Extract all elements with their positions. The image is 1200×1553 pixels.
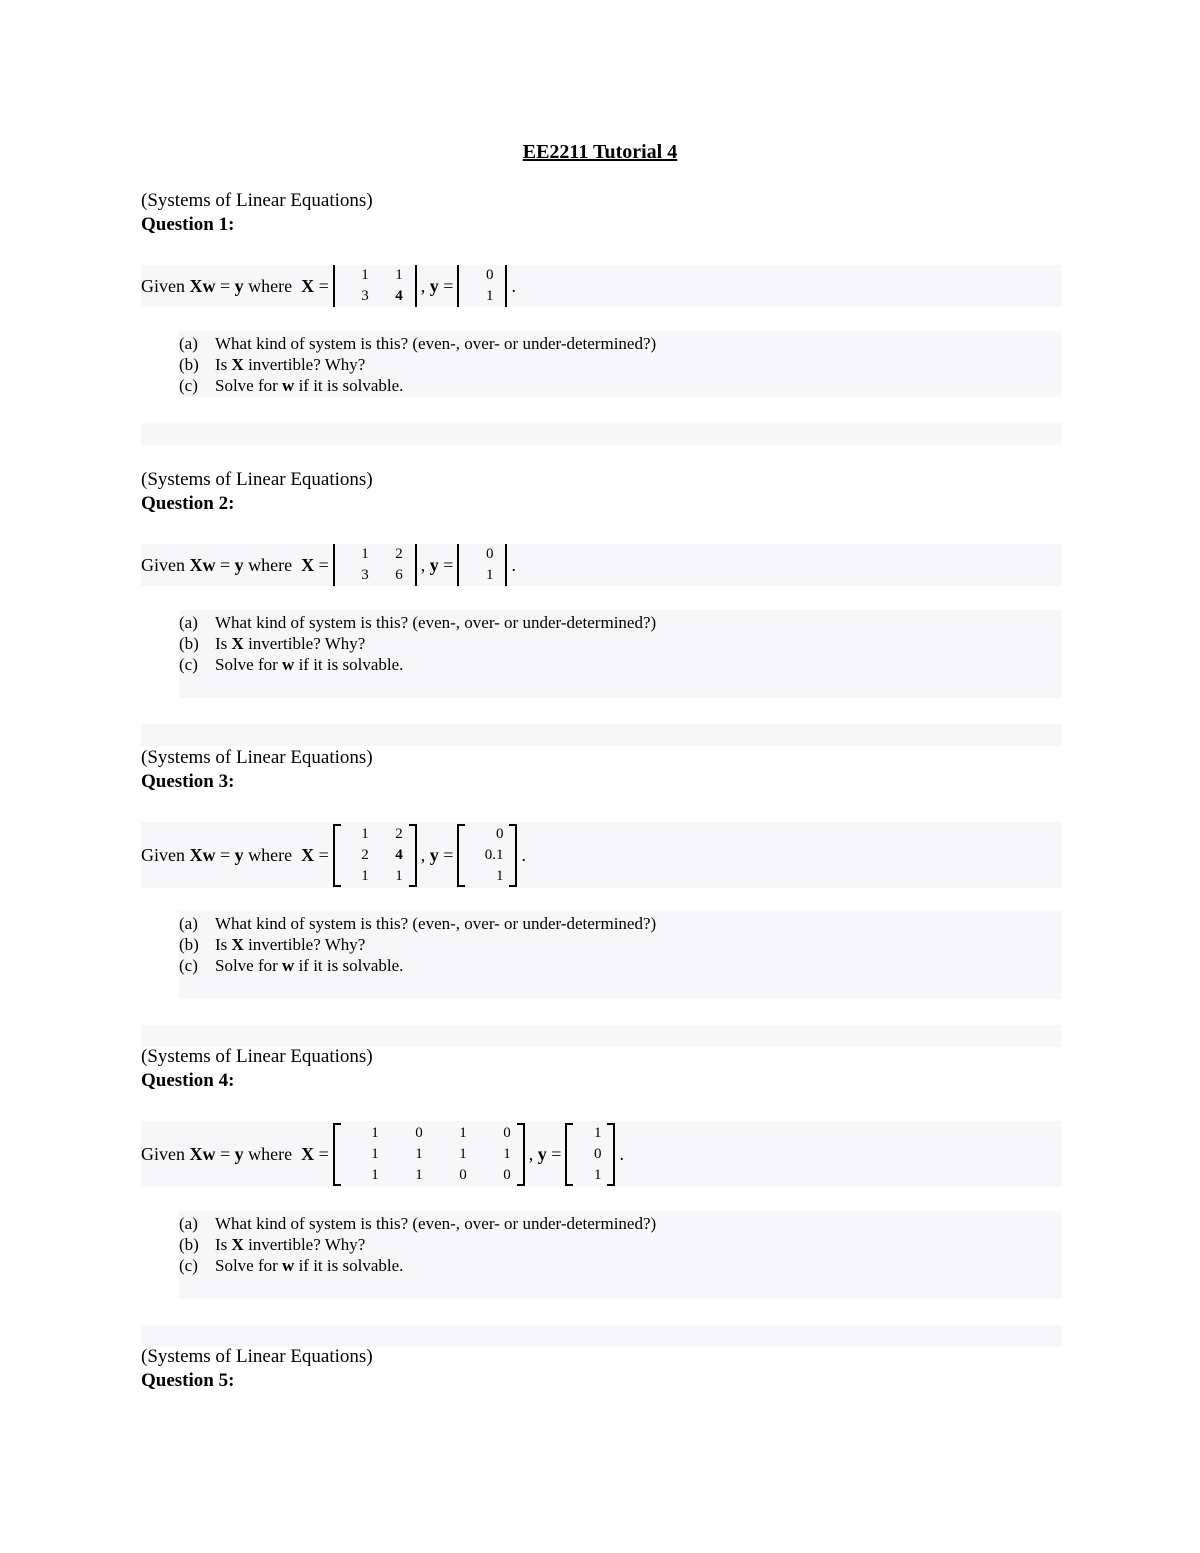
part-c-post: if it is solvable. bbox=[298, 655, 404, 674]
part-c-label: (c) bbox=[179, 376, 198, 395]
matrix-cell: 2 bbox=[361, 846, 369, 863]
question-2-parts bbox=[179, 610, 1062, 698]
comma: , bbox=[420, 275, 426, 296]
question-2-section bbox=[141, 468, 1062, 674]
question-4-section bbox=[141, 1045, 1062, 1275]
part-c-pre: Solve for bbox=[215, 655, 278, 674]
question-2-equation bbox=[141, 544, 1062, 586]
document-title: EE2211 Tutorial 4 bbox=[522, 141, 678, 163]
matrix-cell: 1 bbox=[459, 1124, 467, 1141]
vector-cell: 1 bbox=[495, 867, 504, 884]
question-3-heading: Question 3: bbox=[141, 771, 235, 792]
part-a-text: What kind of system is this? (even-, over- or under-determined?) bbox=[215, 334, 657, 353]
given-word: Given bbox=[141, 554, 185, 575]
question-3-equation bbox=[141, 822, 1062, 888]
where-word: where bbox=[248, 844, 293, 865]
matrix-cell: 1 bbox=[371, 1166, 379, 1183]
part-b-post: invertible? Why? bbox=[248, 355, 366, 374]
part-b bbox=[179, 934, 1062, 955]
question-4-topic: (Systems of Linear Equations) bbox=[141, 1046, 373, 1067]
matrix-cell: 1 bbox=[395, 867, 403, 884]
part-b-label: (b) bbox=[179, 935, 199, 954]
part-a-label: (a) bbox=[179, 914, 198, 933]
vector-cell: 0 bbox=[495, 825, 504, 842]
y-symbol: y bbox=[429, 554, 439, 575]
part-b-label: (b) bbox=[179, 634, 199, 653]
matrix-x bbox=[333, 544, 417, 586]
period: . bbox=[511, 554, 516, 575]
part-c-bold: w bbox=[282, 956, 295, 975]
part-b-pre: Is bbox=[215, 935, 228, 954]
equals-sign: = bbox=[443, 554, 454, 575]
matrix-cell: 1 bbox=[395, 267, 403, 283]
vector-cell: 1 bbox=[593, 1124, 602, 1141]
part-c-bold: w bbox=[282, 1256, 295, 1275]
part-c-post: if it is solvable. bbox=[298, 1256, 404, 1275]
part-c bbox=[179, 654, 1062, 675]
part-a-text: What kind of system is this? (even-, over- or under-determined?) bbox=[215, 1214, 657, 1233]
vector-cell: 0 bbox=[485, 267, 494, 283]
xw-symbol: Xw bbox=[189, 844, 216, 865]
part-c-pre: Solve for bbox=[215, 376, 278, 395]
matrix-cell: 0 bbox=[459, 1166, 467, 1183]
matrix-x bbox=[333, 265, 417, 307]
question-5-heading: Question 5: bbox=[141, 1370, 235, 1391]
x-symbol: X bbox=[301, 1143, 315, 1164]
period: . bbox=[511, 275, 516, 296]
where-word: where bbox=[248, 1143, 293, 1164]
part-b bbox=[179, 633, 1062, 654]
vector-y bbox=[565, 1123, 615, 1186]
equals-sign: = bbox=[318, 275, 329, 296]
equals-sign: = bbox=[443, 275, 454, 296]
part-a bbox=[179, 612, 1062, 633]
separator-band bbox=[141, 724, 1062, 746]
part-a bbox=[179, 1213, 1062, 1234]
question-2-topic: (Systems of Linear Equations) bbox=[141, 469, 373, 490]
equals-sign: = bbox=[220, 1143, 231, 1164]
y-symbol: y bbox=[537, 1143, 547, 1164]
vector-cell: 0 bbox=[485, 546, 494, 562]
vector-y bbox=[457, 265, 507, 307]
separator-band bbox=[141, 1325, 1062, 1347]
part-b-bold: X bbox=[231, 1235, 244, 1254]
question-3-section bbox=[141, 746, 1062, 975]
question-4-equation bbox=[141, 1121, 1062, 1187]
part-b-pre: Is bbox=[215, 355, 228, 374]
part-b bbox=[179, 354, 1062, 375]
question-5-section bbox=[141, 1345, 1062, 1393]
part-b-pre: Is bbox=[215, 1235, 228, 1254]
part-b-label: (b) bbox=[179, 355, 199, 374]
part-b-bold: X bbox=[231, 935, 244, 954]
matrix-cell: 3 bbox=[361, 288, 369, 304]
equals-sign: = bbox=[318, 554, 329, 575]
question-3-topic: (Systems of Linear Equations) bbox=[141, 747, 373, 768]
matrix-cell: 1 bbox=[371, 1145, 379, 1162]
matrix-cell: 1 bbox=[415, 1166, 423, 1183]
vector-cell: 0 bbox=[593, 1145, 602, 1162]
part-a-text: What kind of system is this? (even-, over- or under-determined?) bbox=[215, 613, 657, 632]
comma: , bbox=[420, 844, 426, 865]
x-symbol: X bbox=[301, 275, 315, 296]
period: . bbox=[619, 1143, 624, 1164]
part-c-label: (c) bbox=[179, 655, 198, 674]
matrix-cell: 0 bbox=[503, 1166, 511, 1183]
equals-sign: = bbox=[220, 275, 231, 296]
question-1-section bbox=[141, 189, 1062, 395]
matrix-x bbox=[333, 824, 417, 887]
matrix-cell: 4 bbox=[395, 846, 403, 863]
part-c bbox=[179, 1255, 1062, 1276]
part-a bbox=[179, 333, 1062, 354]
xw-symbol: Xw bbox=[189, 275, 216, 296]
period: . bbox=[521, 844, 526, 865]
matrix-cell: 1 bbox=[361, 546, 369, 562]
vector-y bbox=[457, 544, 507, 586]
matrix-cell: 1 bbox=[371, 1124, 379, 1141]
y-symbol: y bbox=[429, 275, 439, 296]
matrix-cell: 1 bbox=[361, 825, 369, 842]
y-symbol: y bbox=[429, 844, 439, 865]
matrix-cell: 4 bbox=[395, 288, 403, 304]
vector-y bbox=[457, 824, 517, 887]
matrix-x bbox=[333, 1123, 525, 1186]
matrix-cell: 3 bbox=[361, 567, 369, 583]
xw-symbol: Xw bbox=[189, 554, 216, 575]
question-1-equation bbox=[141, 265, 1062, 307]
part-c bbox=[179, 955, 1062, 976]
part-c-post: if it is solvable. bbox=[298, 956, 404, 975]
separator-band bbox=[141, 1025, 1062, 1047]
y-symbol: y bbox=[234, 844, 244, 865]
vector-cell: 1 bbox=[485, 288, 494, 304]
matrix-cell: 1 bbox=[361, 267, 369, 283]
part-b-post: invertible? Why? bbox=[248, 1235, 366, 1254]
x-symbol: X bbox=[301, 844, 315, 865]
y-symbol: y bbox=[234, 1143, 244, 1164]
separator-band bbox=[141, 423, 1062, 445]
matrix-cell: 0 bbox=[415, 1124, 423, 1141]
part-c-post: if it is solvable. bbox=[298, 376, 404, 395]
equals-sign: = bbox=[551, 1143, 562, 1164]
vector-cell: 1 bbox=[593, 1166, 602, 1183]
question-2-heading: Question 2: bbox=[141, 493, 235, 514]
part-c bbox=[179, 375, 1062, 396]
comma: , bbox=[528, 1143, 534, 1164]
xw-symbol: Xw bbox=[189, 1143, 216, 1164]
matrix-cell: 2 bbox=[395, 546, 403, 562]
part-c-label: (c) bbox=[179, 956, 198, 975]
part-a bbox=[179, 913, 1062, 934]
where-word: where bbox=[248, 275, 293, 296]
question-4-heading: Question 4: bbox=[141, 1070, 235, 1091]
part-c-label: (c) bbox=[179, 1256, 198, 1275]
equals-sign: = bbox=[318, 1143, 329, 1164]
given-word: Given bbox=[141, 1143, 185, 1164]
part-b-bold: X bbox=[231, 355, 244, 374]
matrix-cell: 2 bbox=[395, 825, 403, 842]
y-symbol: y bbox=[234, 275, 244, 296]
part-c-pre: Solve for bbox=[215, 956, 278, 975]
part-b-pre: Is bbox=[215, 634, 228, 653]
part-c-bold: w bbox=[282, 655, 295, 674]
equals-sign: = bbox=[220, 844, 231, 865]
given-word: Given bbox=[141, 275, 185, 296]
y-symbol: y bbox=[234, 554, 244, 575]
where-word: where bbox=[248, 554, 293, 575]
matrix-cell: 0 bbox=[503, 1124, 511, 1141]
part-a-text: What kind of system is this? (even-, over- or under-determined?) bbox=[215, 914, 657, 933]
question-3-parts bbox=[179, 911, 1062, 999]
question-5-topic: (Systems of Linear Equations) bbox=[141, 1346, 373, 1367]
vector-cell: 1 bbox=[485, 567, 494, 583]
part-a-label: (a) bbox=[179, 613, 198, 632]
part-b bbox=[179, 1234, 1062, 1255]
vector-cell: 0.1 bbox=[484, 846, 504, 863]
matrix-cell: 1 bbox=[459, 1145, 467, 1162]
part-b-post: invertible? Why? bbox=[248, 634, 366, 653]
given-word: Given bbox=[141, 844, 185, 865]
part-c-bold: w bbox=[282, 376, 295, 395]
matrix-cell: 6 bbox=[395, 567, 403, 583]
part-c-pre: Solve for bbox=[215, 1256, 278, 1275]
part-b-label: (b) bbox=[179, 1235, 199, 1254]
x-symbol: X bbox=[301, 554, 315, 575]
matrix-cell: 1 bbox=[415, 1145, 423, 1162]
question-1-heading: Question 1: bbox=[141, 214, 235, 235]
matrix-cell: 1 bbox=[361, 867, 369, 884]
part-b-bold: X bbox=[231, 634, 244, 653]
equals-sign: = bbox=[220, 554, 231, 575]
matrix-cell: 1 bbox=[503, 1145, 511, 1162]
part-a-label: (a) bbox=[179, 1214, 198, 1233]
part-a-label: (a) bbox=[179, 334, 198, 353]
equals-sign: = bbox=[318, 844, 329, 865]
equals-sign: = bbox=[443, 844, 454, 865]
question-4-parts bbox=[179, 1211, 1062, 1299]
question-1-parts bbox=[179, 331, 1062, 397]
question-1-topic: (Systems of Linear Equations) bbox=[141, 190, 373, 211]
comma: , bbox=[420, 554, 426, 575]
part-b-post: invertible? Why? bbox=[248, 935, 366, 954]
